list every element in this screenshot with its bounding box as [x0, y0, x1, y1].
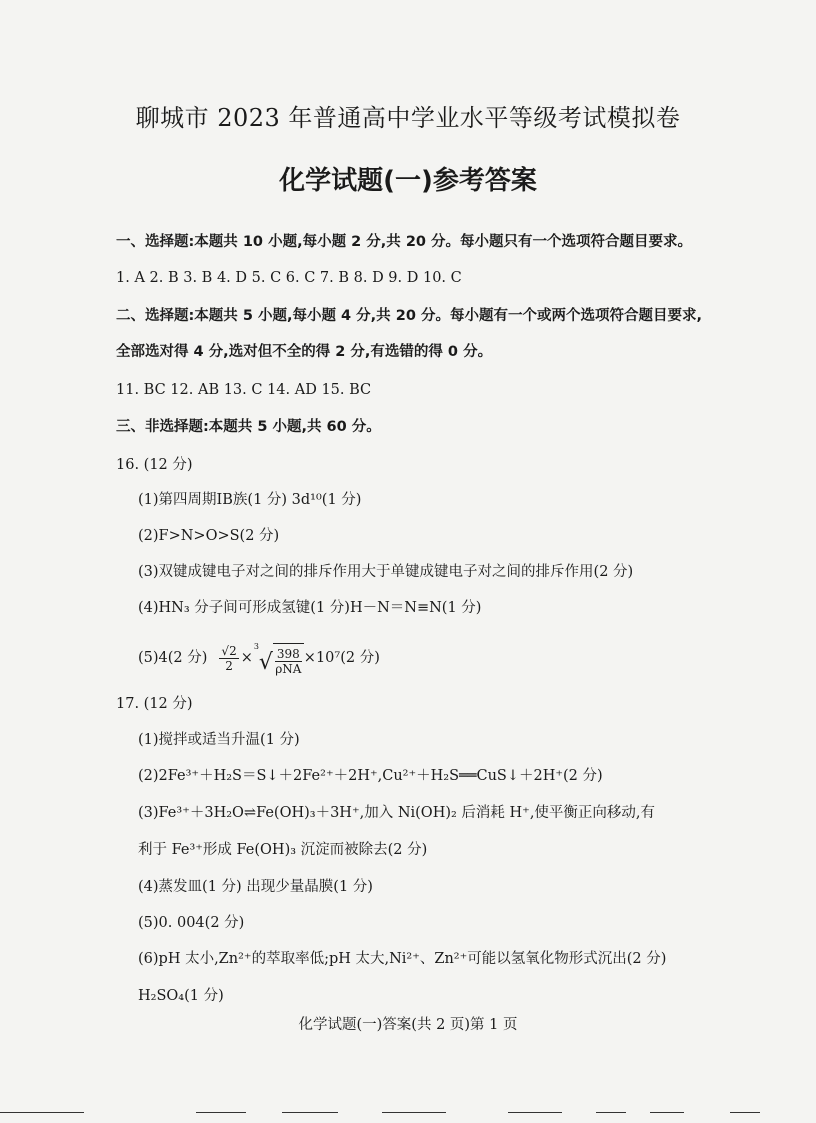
q16-label: 16. (12 分) [116, 457, 193, 473]
times-sign: × [240, 650, 253, 666]
q17-label: 17. (12 分) [116, 696, 193, 712]
sqrt2-over-2-fraction [219, 644, 238, 673]
exam-title: 聊城市 2023 年普通高中学业水平等级考试模拟卷 [135, 104, 681, 132]
q16-a5-formula [217, 641, 379, 676]
root-index: 3 [253, 641, 259, 651]
q16-answer-4: (4)HN₃ 分子间可形成氢键(1 分)H－N＝N≡N(1 分) [138, 600, 482, 616]
answer-title: 化学试题(一)参考答案 [279, 166, 537, 196]
section1-heading: 一、选择题:本题共 10 小题,每小题 2 分,共 20 分。每小题只有一个选项符合题目要求。 [116, 234, 693, 250]
q17-answer-6: (6)pH 太小,Zn²⁺的萃取率低;pH 太大,Ni²⁺、Zn²⁺可能以氢氧化物形式沉出(2 分) [138, 951, 667, 967]
scan-edge-line [730, 1112, 760, 1113]
section2-answers: 11. BC 12. AB 13. C 14. AD 15. BC [116, 382, 372, 398]
q16-answer-3: (3)双键成键电子对之间的排斥作用大于单键成键电子对之间的排斥作用(2 分) [138, 564, 634, 580]
q16-a5-suffix: ×10⁷(2 分) [303, 650, 380, 666]
radical-sign-icon: √ [258, 649, 273, 675]
scan-edge-line [282, 1112, 338, 1113]
q17-answer-1: (1)搅拌或适当升温(1 分) [138, 732, 300, 748]
root-denominator: ρNA [275, 661, 302, 676]
q17-answer-3-cont: 利于 Fe³⁺形成 Fe(OH)₃ 沉淀而被除去(2 分) [138, 842, 428, 858]
q17-answer-7: H₂SO₄(1 分) [138, 988, 224, 1004]
q16-answer-1: (1)第四周期ⅠB族(1 分) 3d¹⁰(1 分) [138, 492, 362, 508]
fraction-numerator: √2 [221, 643, 237, 658]
scan-edge-line [382, 1112, 446, 1113]
q17-answer-4: (4)蒸发皿(1 分) 出现少量晶膜(1 分) [138, 879, 373, 895]
page-footer: 化学试题(一)答案(共 2 页)第 1 页 [298, 1017, 518, 1033]
q17-answer-5: (5)0. 004(2 分) [138, 915, 245, 931]
root-fraction [275, 647, 302, 676]
section2-heading: 二、选择题:本题共 5 小题,每小题 4 分,共 20 分。每小题有一个或两个选项符合题目要求, [116, 308, 702, 324]
section3-heading: 三、非选择题:本题共 5 小题,共 60 分。 [116, 419, 381, 435]
root-body [273, 643, 304, 676]
section1-answers: 1. A 2. B 3. B 4. D 5. C 6. C 7. B 8. D 9. D 10. C [116, 270, 462, 286]
fraction-denominator: 2 [225, 658, 233, 673]
scan-edge-line [196, 1112, 246, 1113]
cube-root [253, 641, 304, 676]
section2-heading-cont: 全部选对得 4 分,选对但不全的得 2 分,有选错的得 0 分。 [116, 344, 493, 360]
root-numerator: 398 [276, 646, 300, 661]
q17-answer-2: (2)2Fe³⁺＋H₂S＝S↓＋2Fe²⁺＋2H⁺,Cu²⁺＋H₂S══CuS↓＋2H⁺(2 分) [138, 768, 603, 784]
scan-edge-line [508, 1112, 562, 1113]
q16-answer-5 [138, 638, 776, 678]
scan-edge-line [650, 1112, 684, 1113]
scan-edge-line [0, 1112, 84, 1113]
q17-answer-3: (3)Fe³⁺＋3H₂O⇌Fe(OH)₃＋3H⁺,加入 Ni(OH)₂ 后消耗 H⁺,使平衡正向移动,有 [138, 805, 656, 821]
q16-a5-prefix: (5)4(2 分) [138, 650, 208, 666]
q16-answer-2: (2)F>N>O>S(2 分) [138, 528, 280, 544]
scan-edge-line [596, 1112, 626, 1113]
